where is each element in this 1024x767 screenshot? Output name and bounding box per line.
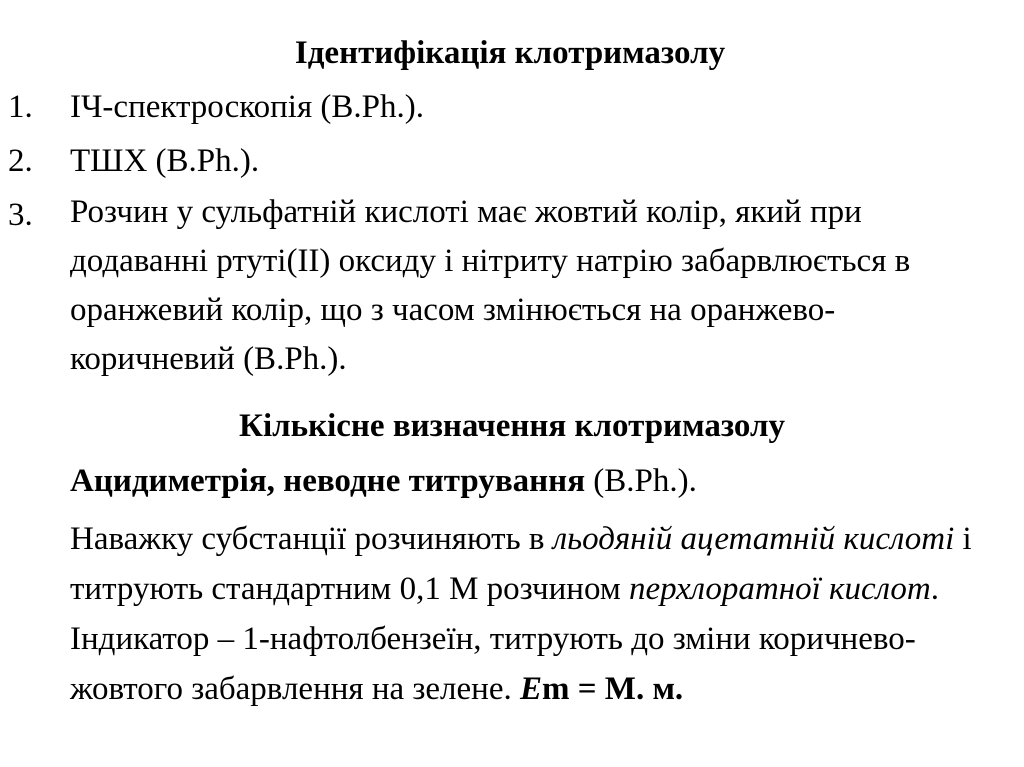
procedure-text-2: і титрують стандартним 0,1 М розчином xyxy=(70,521,972,607)
quantitative-heading: Кількісне визначення клотримазолу xyxy=(239,408,785,444)
list-item-text: ТШХ (B.Ph.). xyxy=(70,143,260,179)
titrant-name: перхлоратної кислот xyxy=(628,571,931,607)
formula-symbol: E xyxy=(519,671,542,707)
list-item-number: 2. xyxy=(8,143,33,179)
procedure-text-1: Наважку субстанції розчиняють в xyxy=(70,521,553,557)
procedure-paragraph xyxy=(70,514,1005,714)
list-item-text: ІЧ-спектроскопія (B.Ph.). xyxy=(70,89,424,125)
solvent-name: льодяній ацетатній кислоті xyxy=(552,521,955,557)
identification-heading: Ідентифікація клотримазолу xyxy=(294,35,726,71)
identification-list xyxy=(0,80,1024,384)
list-item xyxy=(0,80,970,134)
list-item xyxy=(0,188,970,384)
method-name: Ацидиметрія, неводне титрування xyxy=(70,463,586,499)
formula-value: m = М. м. xyxy=(542,671,684,707)
procedure-text-3: . Індикатор – 1-нафтолбензеїн, титрують до зміни коричнево-жовтого забарвлення на зелене. xyxy=(70,571,939,707)
list-item xyxy=(0,134,970,188)
list-item-text: Розчин у сульфатній кислоті має жовтий колір, який при додаванні ртуті(ІІ) оксиду і нітриту натрію забарвлюється в оранжевий колір, що з часом змінюється на оранжево-коричневий (B.Ph.). xyxy=(70,194,911,377)
method-reference: (B.Ph.). xyxy=(585,463,697,499)
list-item-number: 1. xyxy=(8,89,33,125)
method-line xyxy=(70,454,1010,508)
list-item-number: 3. xyxy=(8,197,33,233)
